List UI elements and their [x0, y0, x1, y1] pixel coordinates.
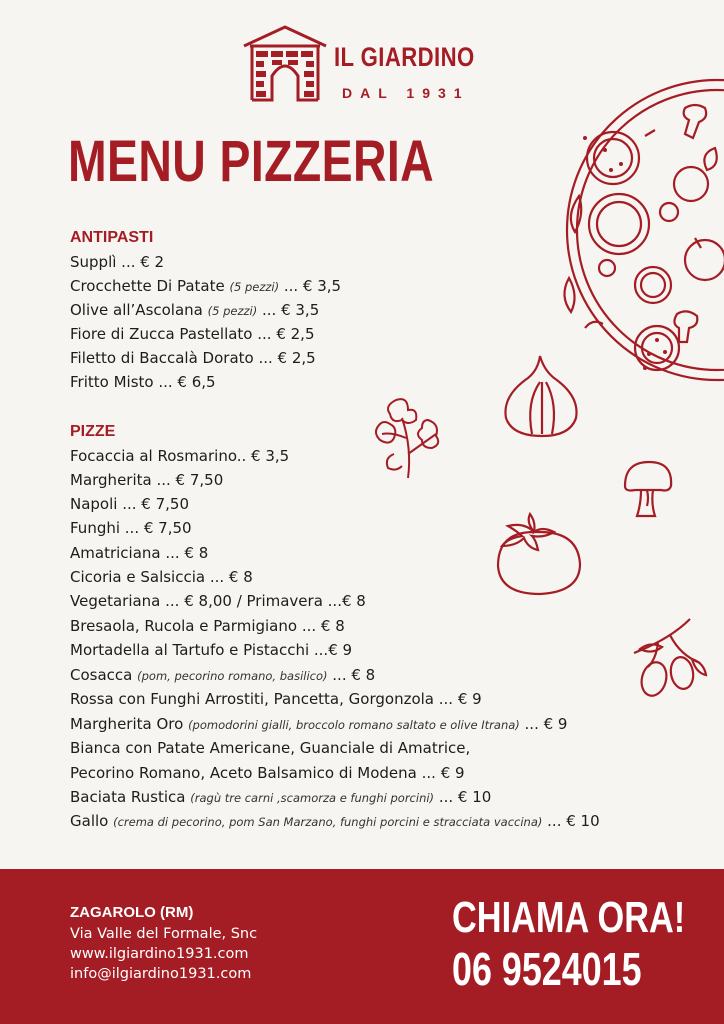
page-title: MENU PIZZERIA	[68, 129, 435, 194]
tomato-icon	[494, 510, 584, 598]
menu-item: Baciata Rustica (ragù tre carni ,scamorza e funghi porcini) ... € 10	[70, 788, 492, 806]
arch-logo-icon	[242, 24, 328, 104]
menu-item: Margherita ... € 7,50	[70, 471, 224, 489]
menu-item: Margherita Oro (pomodorini gialli, broccolo romano saltato e olive Itrana) ... € 9	[70, 715, 568, 733]
section-title-pizze: PIZZE	[70, 423, 116, 440]
website-link[interactable]: www.ilgiardino1931.com	[70, 946, 249, 962]
brand-logo	[242, 24, 492, 104]
menu-item: Pecorino Romano, Aceto Balsamico di Modena ... € 9	[70, 764, 465, 782]
menu-item: Mortadella al Tartufo e Pistacchi ...€ 9	[70, 641, 353, 659]
call-now-heading: CHIAMA ORA!	[452, 893, 686, 942]
menu-item: Cicoria e Salsiccia ... € 8	[70, 568, 253, 586]
menu-item: Focaccia al Rosmarino.. € 3,5	[70, 447, 290, 465]
brand-since: DAL 1931	[342, 85, 470, 101]
menu-item: Rossa con Funghi Arrostiti, Pancetta, Gorgonzola ... € 9	[70, 690, 482, 708]
menu-item: Napoli ... € 7,50	[70, 495, 189, 513]
menu-item: Cosacca (pom, pecorino romano, basilico) ... € 8	[70, 666, 376, 684]
address-city: ZAGAROLO (RM)	[70, 904, 194, 921]
phone-number[interactable]: 06 9524015	[452, 943, 642, 995]
garlic-icon	[502, 352, 584, 438]
menu-item: Funghi ... € 7,50	[70, 519, 192, 537]
olive-branch-icon	[630, 615, 710, 699]
parsley-icon	[374, 394, 444, 482]
menu-item: Amatriciana ... € 8	[70, 544, 209, 562]
menu-item: Fritto Misto ... € 6,5	[70, 373, 216, 391]
menu-item: Filetto di Baccalà Dorato ... € 2,5	[70, 349, 316, 367]
menu-item: Crocchette Di Patate (5 pezzi) ... € 3,5	[70, 277, 342, 295]
menu-item: Gallo (crema di pecorino, pom San Marzano, funghi porcini e stracciata vaccina) ... € 10	[70, 812, 600, 830]
menu-item: Supplì ... € 2	[70, 253, 165, 271]
pizza-illustration	[545, 78, 724, 382]
menu-item: Fiore di Zucca Pastellato ... € 2,5	[70, 325, 315, 343]
brand-name: IL GIARDINO	[334, 42, 475, 72]
email-link[interactable]: info@ilgiardino1931.com	[70, 966, 252, 982]
menu-item: Vegetariana ... € 8,00 / Primavera ...€ 8	[70, 592, 366, 610]
menu-item: Olive all’Ascolana (5 pezzi) ... € 3,5	[70, 301, 320, 319]
menu-item: Bresaola, Rucola e Parmigiano ... € 8	[70, 617, 345, 635]
address-street: Via Valle del Formale, Snc	[70, 926, 258, 942]
section-title-antipasti: ANTIPASTI	[70, 229, 154, 246]
menu-item: Bianca con Patate Americane, Guanciale di Amatrice,	[70, 739, 471, 757]
mushroom-icon	[621, 458, 675, 520]
